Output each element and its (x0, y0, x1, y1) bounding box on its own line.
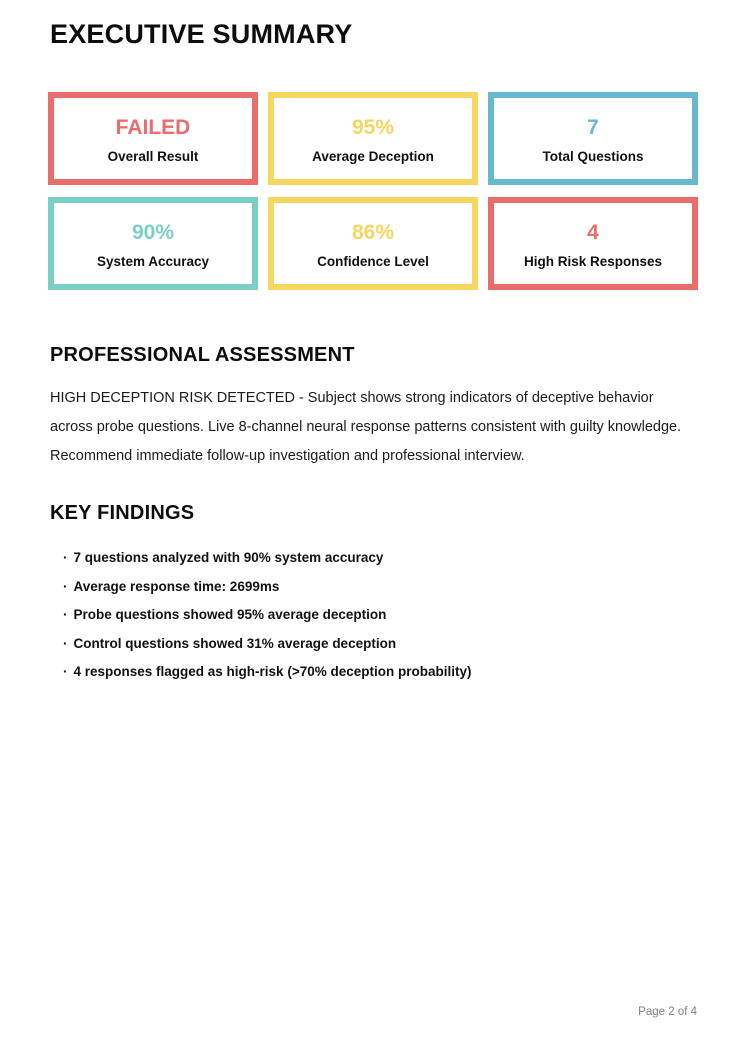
card-high-risk-responses (488, 197, 698, 290)
bullet-icon: · (63, 607, 68, 622)
card-overall-result (48, 92, 258, 185)
key-finding-item (63, 630, 698, 659)
key-findings-list (50, 544, 698, 687)
key-finding-text: Average response time: 2699ms (73, 578, 280, 594)
key-finding-text: 7 questions analyzed with 90% system accuracy (73, 550, 384, 565)
card-value: 95% (351, 116, 395, 140)
card-label: Confidence Level (317, 254, 429, 270)
card-label: Total Questions (542, 149, 644, 165)
bullet-icon: · (63, 664, 68, 679)
bullet-icon: · (63, 578, 68, 594)
key-finding-text: Probe questions showed 95% average deception (73, 607, 387, 622)
card-label: Average Deception (312, 149, 434, 165)
key-finding-item (63, 544, 698, 573)
card-value: 90% (131, 221, 175, 245)
bullet-icon: · (63, 550, 68, 565)
card-value: FAILED (115, 116, 191, 140)
key-finding-text: Control questions showed 31% average deception (73, 635, 397, 651)
key-finding-item (63, 601, 698, 630)
professional-assessment-heading: PROFESSIONAL ASSESSMENT (50, 344, 355, 366)
card-value: 7 (587, 116, 599, 140)
card-value: 86% (351, 221, 395, 245)
card-confidence-level (268, 197, 478, 290)
card-average-deception (268, 92, 478, 185)
card-system-accuracy (48, 197, 258, 290)
key-findings-heading: KEY FINDINGS (50, 502, 195, 524)
card-label: High Risk Responses (523, 254, 663, 270)
card-label: System Accuracy (96, 254, 210, 270)
key-finding-item (63, 573, 698, 602)
key-finding-text: 4 responses flagged as high-risk (>70% deception probability) (73, 664, 472, 679)
bullet-icon: · (63, 635, 68, 651)
summary-cards-grid (48, 92, 698, 290)
key-findings-section (50, 502, 698, 687)
page-number: Page 2 of 4 (638, 1006, 697, 1018)
card-label: Overall Result (107, 149, 199, 165)
card-total-questions (488, 92, 698, 185)
professional-assessment-section (50, 344, 698, 471)
card-value: 4 (587, 221, 599, 245)
page-title: EXECUTIVE SUMMARY (50, 19, 353, 49)
professional-assessment-body: HIGH DECEPTION RISK DETECTED - Subject shows strong indicators of deceptive behavior across probe questions. Live 8-channel neural response patterns consistent with guilty knowledge. Recommend immediate follow-up investigation and professional interview. (50, 390, 682, 464)
key-finding-item (63, 658, 698, 687)
